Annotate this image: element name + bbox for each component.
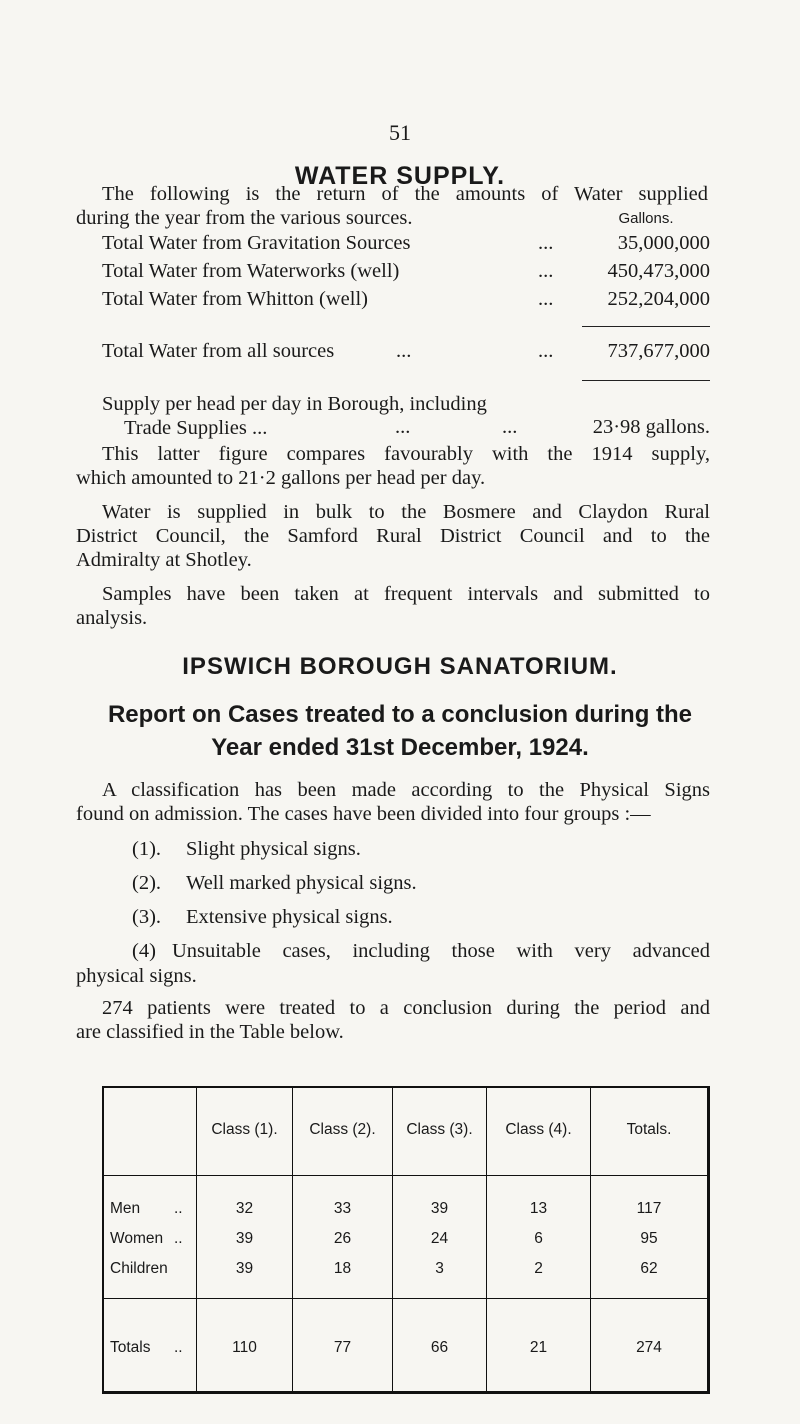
- total-rule: [582, 380, 710, 381]
- group-text: Well marked physical signs.: [186, 872, 417, 894]
- total-value: 737,677,000: [607, 340, 710, 362]
- table-cell: 39: [430, 1200, 449, 1217]
- per-head-line-2: Trade Supplies ...: [124, 417, 268, 439]
- row-label: Women: [110, 1230, 164, 1247]
- column-header: Class (3).: [406, 1121, 473, 1138]
- bulk-line-1: Water is supplied in bulk to the Bosmere and Claydon Rural: [102, 501, 710, 523]
- source-dots: ...: [538, 260, 554, 282]
- per-head-value: 23·98 gallons.: [592, 416, 710, 438]
- totals-cell: 77: [333, 1339, 352, 1356]
- samples-line-2: analysis.: [76, 607, 148, 629]
- group-4-continuation: physical signs.: [76, 965, 197, 987]
- patients-line-1: 274 patients were treated to a conclusion during the period and: [102, 997, 710, 1019]
- column-header: Class (4).: [505, 1121, 572, 1138]
- totals-cell: 110: [232, 1339, 257, 1356]
- intro-line-1: The following is the return of the amounts of Water supplied: [102, 183, 708, 205]
- total-label: Total Water from all sources: [102, 340, 335, 362]
- group-text: Extensive physical signs.: [186, 906, 393, 928]
- row-label-dots: ..: [174, 1200, 183, 1217]
- source-label: Total Water from Gravitation Sources: [102, 232, 411, 254]
- intro-line-2: during the year from the various sources.: [76, 207, 413, 229]
- totals-label: Totals: [110, 1339, 151, 1356]
- table-cell: 117: [636, 1200, 662, 1217]
- table-border: [102, 1086, 104, 1394]
- group-text: Unsuitable cases, including those with very advanced: [172, 940, 710, 962]
- table-rule: [102, 1298, 710, 1299]
- totals-cell: 66: [430, 1339, 449, 1356]
- page-number: 51: [389, 120, 411, 145]
- table-cell: 3: [435, 1260, 444, 1277]
- table-cell: 95: [640, 1230, 658, 1247]
- table-border: [707, 1086, 710, 1394]
- source-value: 35,000,000: [617, 232, 710, 254]
- row-label: Men: [110, 1200, 141, 1217]
- gallons-label: Gallons.: [618, 210, 674, 227]
- row-label-dots: ..: [174, 1230, 183, 1247]
- classification-line-1: A classification has been made according to the Physical Signs: [102, 779, 710, 801]
- per-head-dots: ...: [395, 416, 411, 438]
- source-label: Total Water from Whitton (well): [102, 288, 368, 310]
- water-supply-heading: WATER SUPPLY.: [294, 162, 506, 190]
- column-header: Totals.: [626, 1121, 672, 1138]
- sum-rule: [582, 326, 710, 327]
- table-border: [102, 1086, 710, 1088]
- table-cell: 6: [534, 1230, 543, 1247]
- bulk-line-3: Admiralty at Shotley.: [76, 549, 252, 571]
- per-head-dots: ...: [502, 416, 518, 438]
- table-border: [102, 1391, 710, 1394]
- classification-table: [102, 1086, 710, 1393]
- group-number: (3).: [132, 906, 162, 928]
- total-dots: ...: [538, 340, 554, 362]
- table-cell: 62: [640, 1260, 658, 1277]
- totals-cell: 21: [529, 1339, 548, 1356]
- classification-line-2: found on admission. The cases have been divided into four groups :—: [76, 803, 651, 825]
- totals-label-dots: ..: [174, 1339, 183, 1356]
- sanatorium-heading: IPSWICH BOROUGH SANATORIUM.: [182, 653, 618, 680]
- report-heading-line-2: Year ended 31st December, 1924.: [211, 734, 589, 761]
- group-text: Slight physical signs.: [186, 838, 361, 860]
- compare-line-2: which amounted to 21·2 gallons per head per day.: [76, 467, 486, 489]
- source-value: 450,473,000: [607, 260, 710, 282]
- table-cell: 24: [430, 1230, 449, 1247]
- table-cell: 32: [235, 1200, 254, 1217]
- bulk-line-2: District Council, the Samford Rural District Council and to the: [76, 525, 710, 547]
- source-value: 252,204,000: [607, 288, 710, 310]
- compare-line-1: This latter figure compares favourably with the 1914 supply,: [102, 443, 710, 465]
- table-cell: 33: [333, 1200, 352, 1217]
- row-label: Children: [110, 1260, 168, 1277]
- source-dots: ...: [538, 288, 554, 310]
- table-cell: 18: [333, 1260, 352, 1277]
- column-header: Class (2).: [309, 1121, 376, 1138]
- table-cell: 39: [235, 1230, 254, 1247]
- table-rule: [102, 1175, 710, 1176]
- report-heading-line-1: Report on Cases treated to a conclusion during the: [107, 701, 693, 728]
- source-dots: ...: [538, 232, 554, 254]
- per-head-line-1: Supply per head per day in Borough, including: [102, 393, 487, 415]
- source-label: Total Water from Waterworks (well): [102, 260, 400, 282]
- table-cell: 39: [235, 1260, 254, 1277]
- group-number: (2).: [132, 872, 162, 894]
- table-cell: 26: [333, 1230, 352, 1247]
- table-cell: 13: [529, 1200, 548, 1217]
- table-cell: 2: [534, 1260, 543, 1277]
- total-dots: ...: [396, 340, 412, 362]
- samples-line-1: Samples have been taken at frequent intervals and submitted to: [102, 583, 710, 605]
- totals-cell: 274: [636, 1339, 662, 1356]
- group-number: (4): [132, 940, 156, 962]
- group-number: (1).: [132, 838, 162, 860]
- patients-line-2: are classified in the Table below.: [76, 1021, 344, 1043]
- column-header: Class (1).: [211, 1121, 278, 1138]
